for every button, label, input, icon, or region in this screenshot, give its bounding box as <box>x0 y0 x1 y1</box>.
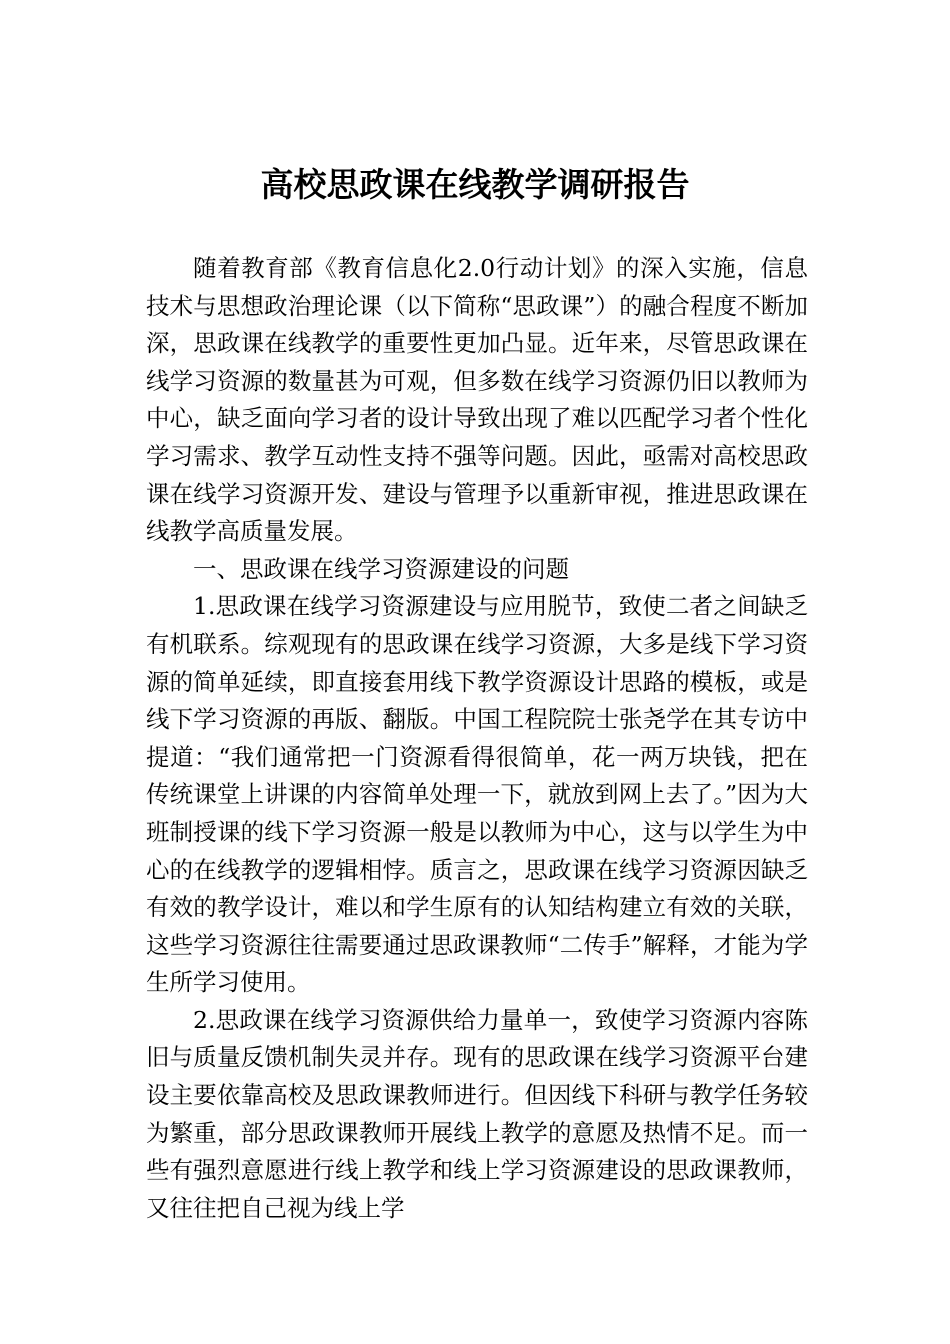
intro-paragraph: 随着教育部《教育信息化2.0行动计划》的深入实施，信息技术与思想政治理论课（以下简称“思政课”）的融合程度不断加深，思政课在线教学的重要性更加凸显。近年来，尽管思政课在线学习资源的数量甚为可观，但多数在线学习资源仍旧以教师为中心，缺乏面向学习者的设计导致出现了难以匹配学习者个性化学习需求、教学互动性支持不强等问题。因此，亟需对高校思政课在线学习资源开发、建设与管理予以重新审视，推进思政课在线教学高质量发展。 <box>146 254 808 546</box>
section-heading-1: 一、思政课在线学习资源建设的问题 <box>193 554 569 583</box>
document-title: 高校思政课在线教学调研报告 <box>260 165 690 204</box>
point-1-paragraph: 1.思政课在线学习资源建设与应用脱节，致使二者之间缺乏有机联系。综观现有的思政课在线学习资源，大多是线下学习资源的简单延续，即直接套用线下教学资源设计思路的模板，或是线下学习资源的再版、翻版。中国工程院院士张尧学在其专访中提道：“我们通常把一门资源看得很简单，花一两万块钱，把在传统课堂上讲课的内容简单处理一下，就放到网上去了。”因为大班制授课的线下学习资源一般是以教师为中心，这与以学生为中心的在线教学的逻辑相悖。质言之，思政课在线学习资源因缺乏有效的教学设计，难以和学生原有的认知结构建立有效的关联，这些学习资源往往需要通过思政课教师“二传手”解释，才能为学生所学习使用。 <box>146 592 808 997</box>
point-2-paragraph: 2.思政课在线学习资源供给力量单一，致使学习资源内容陈旧与质量反馈机制失灵并存。现有的思政课在线学习资源平台建设主要依靠高校及思政课教师进行。但因线下科研与教学任务较为繁重，部分思政课教师开展线上教学的意愿及热情不足。而一些有强烈意愿进行线上教学和线上学习资源建设的思政课教师，又往往把自己视为线上学 <box>146 1005 808 1222</box>
document-body <box>146 250 808 1227</box>
